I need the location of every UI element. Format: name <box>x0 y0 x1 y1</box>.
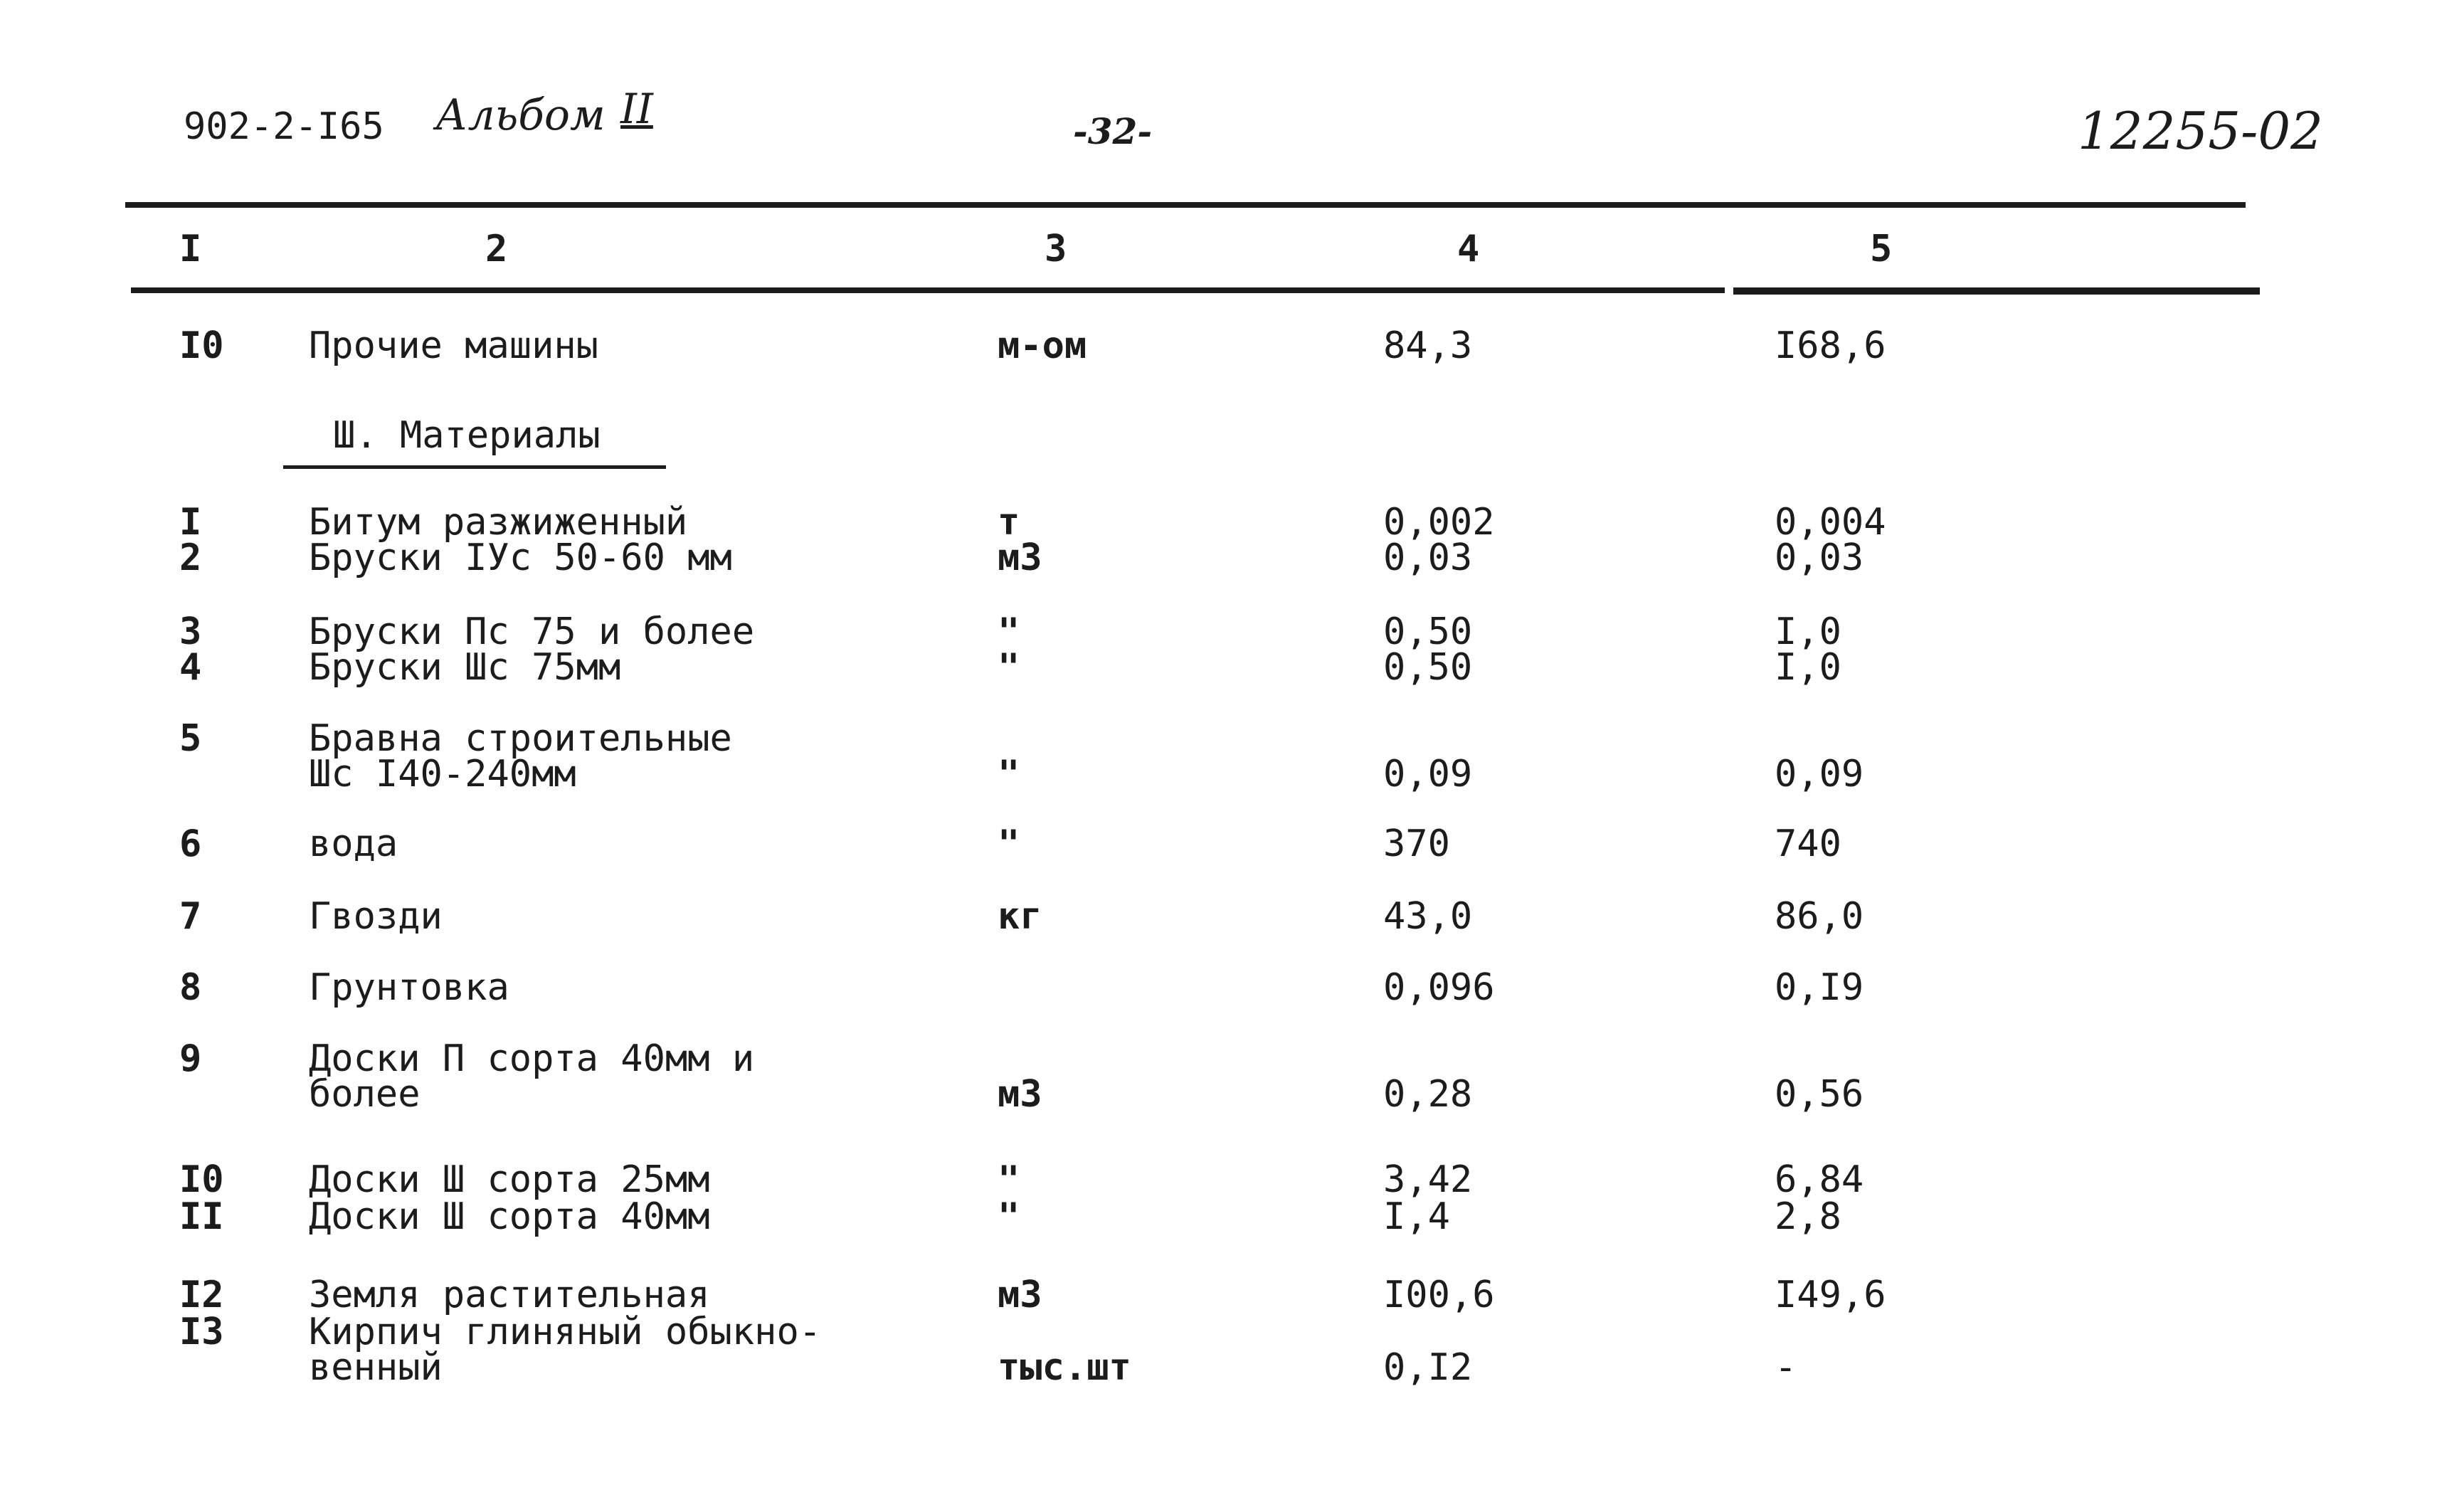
value-col5: - <box>1775 1346 1797 1389</box>
value-col4: 0,096 <box>1383 966 1495 1009</box>
item-name: Прочие машины <box>309 324 598 367</box>
value-col5: I49,6 <box>1775 1274 1886 1316</box>
column-header-3: 3 <box>1045 228 1067 270</box>
value-col4: 0,09 <box>1383 753 1473 795</box>
document-code: 902-2-I65 <box>184 105 384 148</box>
row-number: 8 <box>179 966 202 1009</box>
value-col4: 370 <box>1383 823 1450 865</box>
unit: " <box>998 610 1020 653</box>
column-header-2: 2 <box>485 228 508 270</box>
item-name: Доски П сорта 40мм и <box>309 1037 755 1080</box>
section-title: Ш. Материалы <box>333 414 601 457</box>
value-col5: 0,I9 <box>1775 966 1864 1009</box>
unit: кг <box>998 895 1042 938</box>
table-top-rule <box>125 202 2246 208</box>
value-col5: 0,09 <box>1775 753 1864 795</box>
row-number: 2 <box>179 536 202 579</box>
value-col4: 0,50 <box>1383 646 1473 689</box>
unit: " <box>998 823 1020 865</box>
item-name: Земля растительная <box>309 1274 710 1316</box>
value-col4: 0,28 <box>1383 1073 1473 1116</box>
item-name: Бруски Шс 75мм <box>309 646 621 689</box>
value-col4: 0,I2 <box>1383 1346 1473 1389</box>
row-number: 3 <box>179 610 202 653</box>
page-number: -32- <box>1073 110 1153 152</box>
unit: м3 <box>998 1073 1042 1116</box>
value-col5: I,0 <box>1775 610 1841 653</box>
value-col5: 0,004 <box>1775 501 1886 544</box>
item-name-continued: венный <box>309 1346 443 1389</box>
item-name: Доски Ш сорта 40мм <box>309 1195 710 1238</box>
item-name-continued: более <box>309 1073 421 1116</box>
section-underline <box>283 465 666 469</box>
value-col4: 84,3 <box>1383 324 1473 367</box>
value-col4: 3,42 <box>1383 1158 1473 1201</box>
row-number: 9 <box>179 1037 202 1080</box>
value-col5: 6,84 <box>1775 1158 1864 1201</box>
header-bottom-rule <box>131 287 1725 293</box>
sheet-code: 12255-02 <box>2078 101 2323 161</box>
unit: тыс.шт <box>998 1346 1131 1389</box>
item-name: Бруски Пс 75 и более <box>309 610 755 653</box>
unit: " <box>998 1158 1020 1201</box>
item-name: Кирпич глиняный обыкно- <box>309 1311 822 1353</box>
row-number: 6 <box>179 823 202 865</box>
row-number: I0 <box>179 324 224 367</box>
unit: м3 <box>998 536 1042 579</box>
album-number: II <box>620 85 653 133</box>
unit: т <box>998 501 1020 544</box>
item-name: вода <box>309 823 398 865</box>
item-name: Доски Ш сорта 25мм <box>309 1158 710 1201</box>
value-col4: 0,002 <box>1383 501 1495 544</box>
value-col5: 0,03 <box>1775 536 1864 579</box>
column-header-1: I <box>179 228 202 270</box>
row-number: 5 <box>179 717 202 760</box>
column-header-4: 4 <box>1457 228 1480 270</box>
value-col5: I,0 <box>1775 646 1841 689</box>
row-number: 4 <box>179 646 202 689</box>
value-col4: 0,03 <box>1383 536 1473 579</box>
item-name: Грунтовка <box>309 966 509 1009</box>
value-col4: I00,6 <box>1383 1274 1495 1316</box>
row-number: I2 <box>179 1274 224 1316</box>
item-name: Бравна строительные <box>309 717 732 760</box>
row-number: I0 <box>179 1158 224 1201</box>
item-name: Битум разжиженный <box>309 501 688 544</box>
row-number: II <box>179 1195 224 1238</box>
value-col5: 740 <box>1775 823 1841 865</box>
value-col5: 0,56 <box>1775 1073 1864 1116</box>
album-label: Альбом <box>435 90 606 140</box>
value-col4: 43,0 <box>1383 895 1473 938</box>
item-name-continued: Шс I40-240мм <box>309 753 576 795</box>
item-name: Гвозди <box>309 895 443 938</box>
unit: " <box>998 646 1020 689</box>
unit: " <box>998 1195 1020 1238</box>
column-header-5: 5 <box>1870 228 1893 270</box>
item-name: Бруски IУс 50-60 мм <box>309 536 732 579</box>
unit: " <box>998 753 1020 795</box>
value-col5: 2,8 <box>1775 1195 1841 1238</box>
unit: м-ом <box>998 324 1087 367</box>
row-number: I3 <box>179 1311 224 1353</box>
value-col5: 86,0 <box>1775 895 1864 938</box>
header-bottom-rule-right <box>1733 287 2260 295</box>
unit: м3 <box>998 1274 1042 1316</box>
value-col5: I68,6 <box>1775 324 1886 367</box>
row-number: I <box>179 501 202 544</box>
value-col4: I,4 <box>1383 1195 1450 1238</box>
row-number: 7 <box>179 895 202 938</box>
value-col4: 0,50 <box>1383 610 1473 653</box>
